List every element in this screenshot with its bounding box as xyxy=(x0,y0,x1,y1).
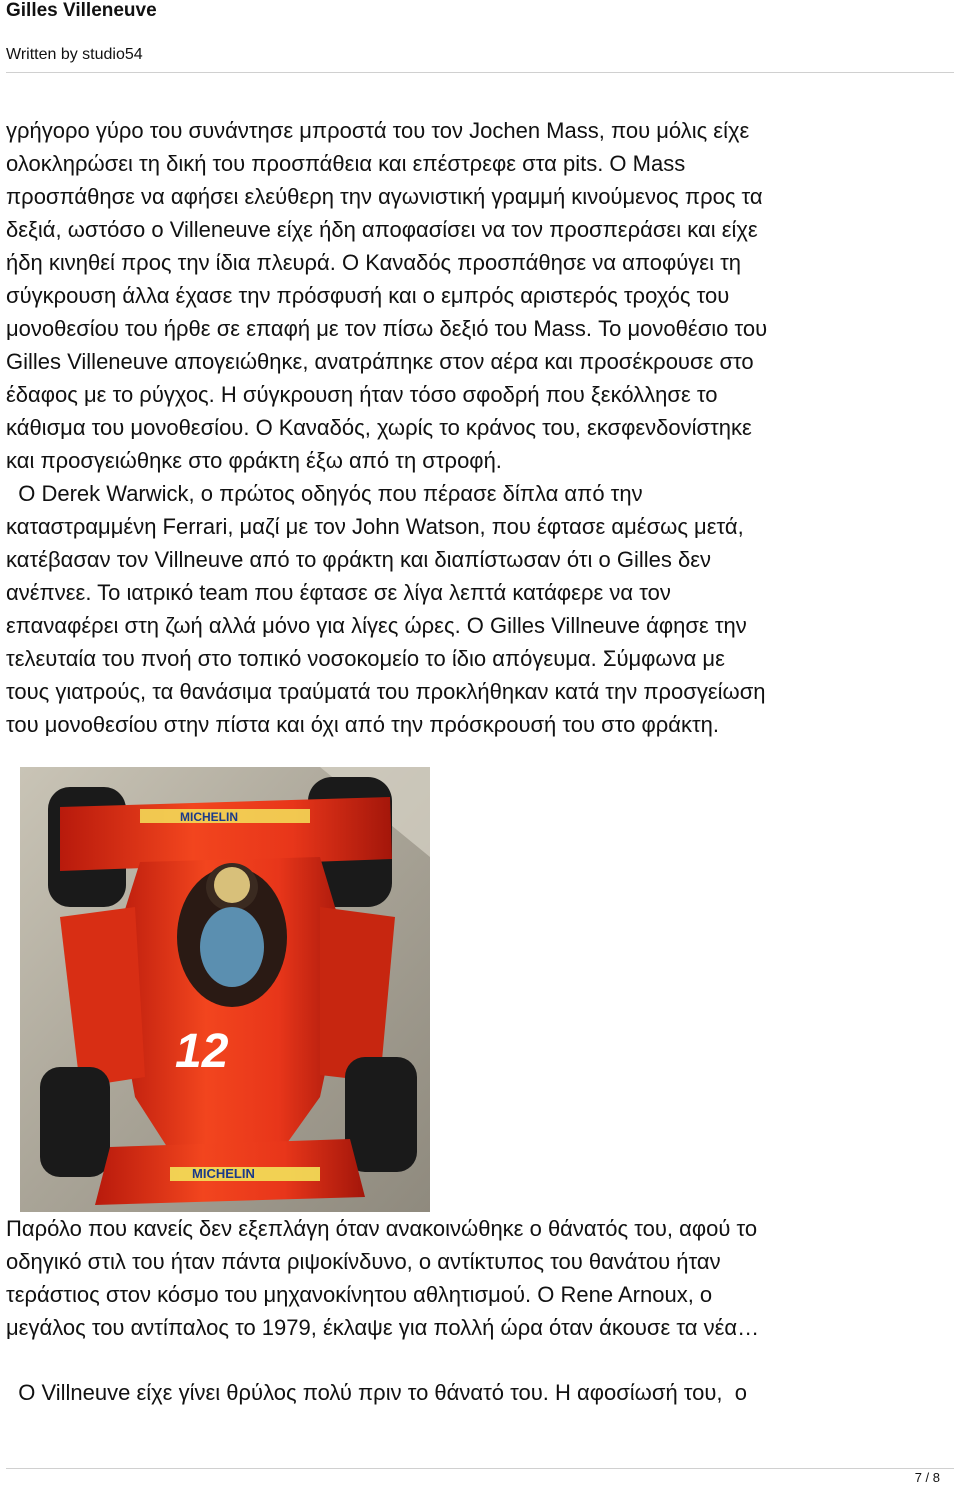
text-line: Ο Derek Warwick, ο πρώτος οδηγός που πέρασε δίπλα από την xyxy=(6,481,643,506)
text-line: καταστραμμένη Ferrari, μαζί με τον John Watson, που έφτασε αμέσως μετά, xyxy=(6,514,744,539)
sponsor-text: MICHELIN xyxy=(180,810,238,824)
text-line: γρήγορο γύρο του συνάντησε μπροστά του τον Jochen Mass, που μόλις είχε xyxy=(6,118,750,143)
footer-divider xyxy=(6,1468,954,1469)
text-line: μεγάλος του αντίπαλος το 1979, έκλαψε για πολλή ώρα όταν άκουσε τα νέα… xyxy=(6,1315,760,1340)
text-line: τελευταία του πνοή στο τοπικό νοσοκομείο το ίδιο απόγευμα. Σύμφωνα με xyxy=(6,646,725,671)
text-line: Παρόλο που κανείς δεν εξεπλάγη όταν ανακοινώθηκε ο θάνατός του, αφού το xyxy=(6,1216,758,1241)
text-line: οδηγικό στιλ του ήταν πάντα ριψοκίνδυνο, ο αντίκτυπος του θανάτου ήταν xyxy=(6,1249,721,1274)
text-line: κάθισμα του μονοθεσίου. Ο Καναδός, χωρίς το κράνος του, εκσφενδονίστηκε xyxy=(6,415,752,440)
text-line: μονοθεσίου του ήρθε σε επαφή με τον πίσω δεξιό του Mass. Το μονοθέσιο του xyxy=(6,316,768,341)
text-line: τους γιατρούς, τα θανάσιμα τραύματά του προκλήθηκαν κατά την προσγείωση xyxy=(6,679,766,704)
article-paragraph-2 xyxy=(6,1212,956,1344)
text-line: προσπάθησε να αφήσει ελεύθερη την αγωνιστική γραμμή κινούμενος προς τα xyxy=(6,184,763,209)
text-line: του μονοθεσίου στην πίστα και όχι από την πρόσκρουσή του στο φράκτη. xyxy=(6,712,720,737)
page-number: 7 / 8 xyxy=(914,1470,940,1485)
sponsor-text: MICHELIN xyxy=(192,1166,255,1181)
header-author: Written by studio54 xyxy=(6,46,143,63)
header-title: Gilles Villeneuve xyxy=(6,0,157,21)
article-paragraph-1 xyxy=(6,114,956,741)
article-paragraph-3 xyxy=(6,1376,956,1409)
text-line: Ο Villneuve είχε γίνει θρύλος πολύ πριν το θάνατό του. Η αφοσίωσή του, ο xyxy=(6,1380,748,1405)
header-divider xyxy=(6,72,954,73)
text-line: ήδη κινηθεί προς την ίδια πλευρά. Ο Καναδός προσπάθησε να αποφύγει τη xyxy=(6,250,742,275)
text-line: και προσγειώθηκε στο φράκτη έξω από τη στροφή. xyxy=(6,448,502,473)
ferrari-photo xyxy=(20,767,430,1212)
text-line: έδαφος με το ρύγχος. Η σύγκρουση ήταν τόσο σφοδρή που ξεκόλλησε το xyxy=(6,382,718,407)
car-number: 12 xyxy=(175,1025,229,1078)
text-line: ολοκληρώσει τη δική του προσπάθεια και επέστρεφε στα pits. O Mass xyxy=(6,151,686,176)
text-line: κατέβασαν τον Villneuve από το φράκτη και διαπίστωσαν ότι ο Gilles δεν xyxy=(6,547,712,572)
text-line: επαναφέρει στη ζωή αλλά μόνο για λίγες ώρες. Ο Gilles Villneuve άφησε την xyxy=(6,613,747,638)
text-line: σύγκρουση άλλα έχασε την πρόσφυσή και ο εμπρός αριστερός τροχός του xyxy=(6,283,730,308)
text-line: δεξιά, ωστόσο ο Villeneuve είχε ήδη αποφασίσει να τον προσπεράσει και είχε xyxy=(6,217,758,242)
text-line: τεράστιος στον κόσμο του μηχανοκίνητου αθλητισμού. Ο Rene Arnoux, ο xyxy=(6,1282,713,1307)
text-line: Gilles Villeneuve απογειώθηκε, ανατράπηκε στον αέρα και προσέκρουσε στο xyxy=(6,349,754,374)
text-line: ανέπνεε. Το ιατρικό team που έφτασε σε λίγα λεπτά κατάφερε να τον xyxy=(6,580,671,605)
